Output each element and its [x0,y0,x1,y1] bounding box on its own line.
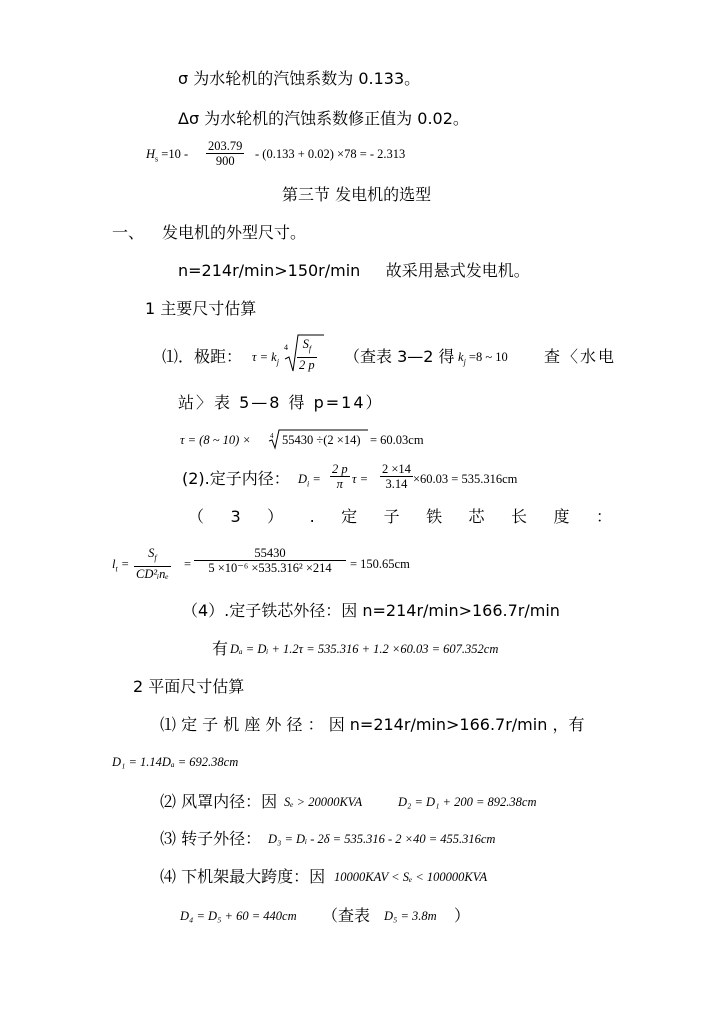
lt-numerator-1-sub: f [154,553,157,563]
lt-equals-2: = [184,557,192,571]
core-length-label [188,507,612,527]
frame-condition: 10000KAV < Sₑ < 100000KVA [334,870,488,884]
core-outer-you: 有 [212,639,229,658]
tau-root2-index: 4 [270,432,274,440]
hs-part-b: - (0.133 + 0.02) ×78 = - 2.313 [255,147,406,161]
lt-numerator-2: 55430 [194,546,346,561]
table-lookup-label: （查表 [322,906,371,925]
di-equals: = [312,472,321,486]
tau-numerator: S [302,337,309,351]
di-subscript: i [307,479,310,489]
di-symbol: D [298,472,308,486]
fan-cover-label: ⑵ 风罩内径：因 [160,792,278,811]
di-tau: τ = [352,472,369,486]
lt-fraction-1 [134,546,171,581]
core-length-char: ： [595,507,612,526]
core-length-char: 铁 [426,507,443,526]
tau-fraction [297,337,317,372]
tau-lhs-sub: j [276,357,279,367]
di-denominator-1: π [336,477,343,491]
kj-symbol: k [458,350,464,364]
da-formula: Dₐ = Dᵢ + 1.2τ = 535.316 + 1.2 ×60.03 = 607.352cm [230,642,499,656]
d3-formula: D₃ = Dᵢ - 2δ = 535.316 - 2 ×40 = 455.316cm [268,832,496,846]
lt-denominator-1: CD²ᵢnₑ [136,566,169,581]
di-numerator-2: 2 ×14 [382,462,411,476]
rotor-outer-label: ⑶ 转子外径： [160,829,262,848]
pole-pitch-note-2: 查〈水电 [544,347,617,366]
core-length-char: 子 [383,507,400,526]
hs-subscript: s [155,154,159,164]
kj-value: =8 ~ 10 [468,350,508,364]
lower-frame-label: ⑷ 下机架最大跨度：因 [160,867,326,886]
core-length-char: 长 [511,507,528,526]
hs-numerator: 203.79 [208,139,243,153]
lt-denominator-2: 5 ×10⁻⁶ ×535.316² ×214 [208,561,332,575]
part-one-number: 一、 [112,223,145,242]
lt-fraction-2 [194,546,346,575]
d2-formula: D₂ = D₁ + 200 = 892.38cm [398,795,537,809]
pole-pitch-note: （查表 3—2 得 [344,347,455,366]
tau-equation: τ = (8 ~ 10) × [180,433,251,447]
core-length-char: 芯 [468,507,485,526]
lt-result: = 150.65cm [350,557,410,571]
hs-formula [146,146,188,168]
lt-lhs [112,556,129,578]
di-numerator-1: 2 p [332,462,348,476]
di-result: ×60.03 = 535.316cm [413,472,518,486]
speed-line: n=214r/min>150r/min 故采用悬式发电机。 [178,261,530,280]
base-outer-label: ⑴ 定 子 机 座 外 径 ： 因 n=214r/min>166.7r/min ，有 [160,715,585,734]
d1-formula: D₁ = 1.14Dₐ = 692.38cm [112,755,239,769]
core-length-char: 3 [230,507,241,526]
core-length-char: . [309,507,315,526]
tau-result: = 60.03cm [370,433,424,447]
tau-lhs [252,349,279,371]
pole-pitch-label: ⑴．极距： [162,347,243,366]
d4-formula: D₄ = D₅ + 60 = 440cm [180,909,297,923]
kj-subscript: j [463,357,466,367]
lt-subscript: t [115,564,118,574]
core-length-char: （ [188,507,205,526]
di-fraction-2 [380,462,413,491]
di-lhs [298,471,321,493]
sigma-definition: σ 为水轮机的汽蚀系数为 0.133。 [178,69,421,88]
core-length-char: 定 [341,507,358,526]
tau-numerator-sub: f [308,344,312,354]
tau-root2-body: 55430 ÷(2 ×14) [282,433,361,447]
pole-pitch-note-3: 站〉表 5—8 得 p=14） [178,393,384,412]
stator-inner-label: (2).定子内径： [182,469,290,488]
section-title: 第三节 发电机的选型 [282,185,432,204]
hs-fraction [206,139,244,168]
lt-numerator-1: S [148,546,155,560]
part-one-title: 发电机的外型尺寸。 [162,223,307,242]
tau-denominator: 2 p [299,357,315,372]
kj-range [458,349,508,371]
di-fraction-1 [330,462,350,491]
delta-sigma-definition: Δσ 为水轮机的汽蚀系数修正值为 0.02。 [178,109,469,128]
hs-part-a: =10 - [161,147,189,161]
core-length-char: ） [267,507,284,526]
core-outer-label: （4）.定子铁芯外径：因 n=214r/min>166.7r/min [182,601,560,620]
tau-root-index: 4 [284,343,288,352]
tau-lhs-text: τ = k [252,350,277,364]
hs-denominator: 900 [215,154,235,168]
hs-symbol: H [146,147,156,161]
subsection-one: 1 主要尺寸估算 [145,299,257,318]
subsection-two: 2 平面尺寸估算 [133,677,245,696]
di-denominator-2: 3.14 [385,477,408,491]
table-lookup-close: ） [454,906,471,925]
fan-condition: Sₑ > 20000KVA [284,795,363,809]
lt-equals: = [120,557,130,571]
lt-symbol: l [112,557,116,571]
core-length-char: 度 [553,507,570,526]
d5-formula: D₅ = 3.8m [384,909,437,923]
